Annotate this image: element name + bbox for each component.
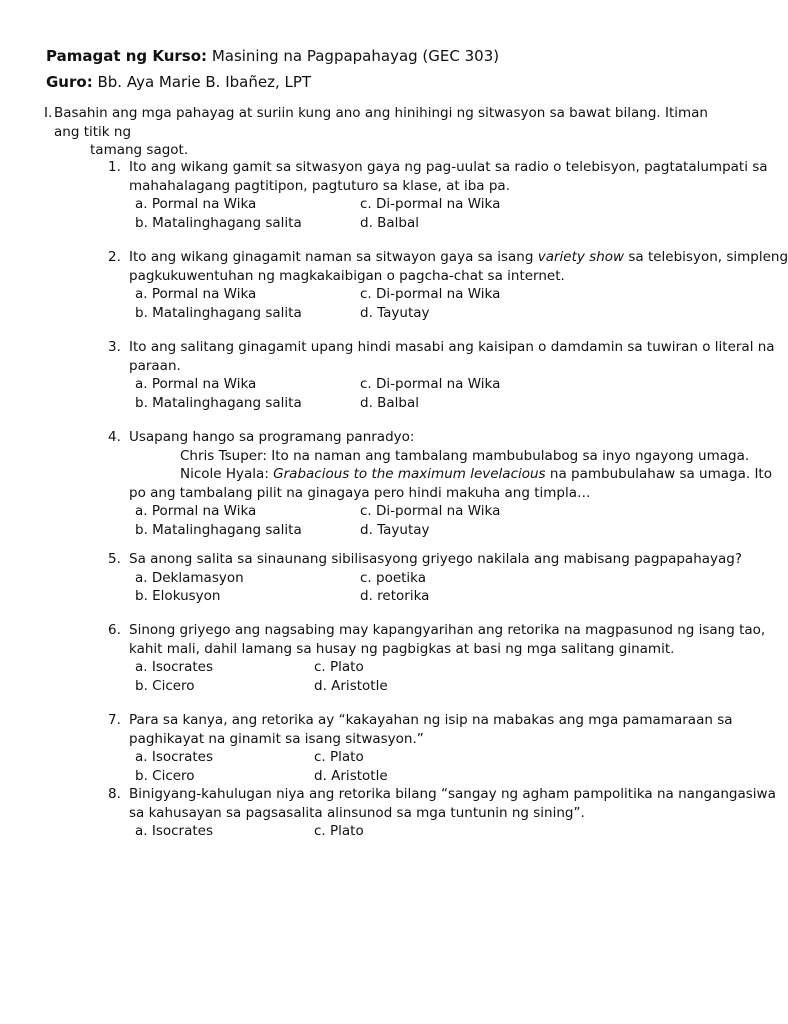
question-5	[108, 550, 743, 606]
question-text-line: Sa anong salita sa sinaunang sibilisasyong griyego nakilala ang mabisang pagpapahayag?	[129, 551, 743, 567]
question-text-line: paghikayat na ginamit sa isang sitwasyon.”	[129, 730, 424, 747]
option-b[interactable]: b. Cicero	[135, 767, 195, 784]
option-d[interactable]: d. Tayutay	[360, 304, 430, 321]
question-number: 2.	[108, 249, 121, 265]
option-d[interactable]: d. retorika	[360, 588, 430, 604]
option-c[interactable]: c. Plato	[314, 749, 364, 765]
option-a[interactable]: a. Pormal na Wika	[135, 196, 257, 212]
italic-term: Grabacious to the maximum levelacious	[273, 466, 546, 482]
option-a[interactable]: a. Isocrates	[135, 659, 214, 675]
option-d[interactable]: d. Balbal	[360, 394, 420, 411]
option-a[interactable]: a. Pormal na Wika	[135, 503, 257, 519]
question-number: 6.	[108, 622, 121, 638]
course-label: Pamagat ng Kurso:	[46, 47, 208, 65]
option-c[interactable]: c. Di-pormal na Wika	[360, 286, 501, 302]
question-text-line	[108, 248, 788, 267]
question-8	[108, 785, 776, 859]
question-number: 3.	[108, 339, 121, 355]
question-6	[108, 621, 766, 695]
options	[108, 822, 738, 859]
teacher-line	[46, 73, 311, 91]
instructions	[44, 104, 734, 160]
question-number: 8.	[108, 786, 121, 802]
question-1	[108, 158, 768, 232]
question-2	[108, 248, 788, 322]
course-title-line	[46, 47, 499, 65]
option-c[interactable]: c. poetika	[360, 569, 427, 586]
question-text-line: mahahalagang pagtitipon, pagtuturo sa klase, at iba pa.	[129, 177, 510, 194]
options	[108, 502, 738, 539]
dialogue-line: Chris Tsuper: Ito na naman ang tambalang mambubulabog sa inyo ngayong umaga.	[180, 447, 750, 464]
option-c[interactable]: c. Plato	[314, 659, 364, 675]
question-number: 7.	[108, 712, 121, 728]
instructions-number: I.	[44, 105, 53, 121]
question-text-line: Usapang hango sa programang panradyo:	[129, 429, 415, 445]
option-a[interactable]: a. Deklamasyon	[135, 569, 244, 586]
options	[108, 569, 738, 606]
option-b[interactable]: b. Cicero	[135, 677, 195, 694]
option-b[interactable]: b. Elokusyon	[135, 588, 221, 604]
italic-term: variety show	[537, 249, 625, 265]
option-c[interactable]: c. Di-pormal na Wika	[360, 376, 501, 392]
options	[108, 658, 738, 695]
question-number: 4.	[108, 429, 121, 445]
instructions-line-1: Basahin ang mga pahayag at suriin kung ano ang hinihingi ng sitwasyon sa bawat bilang. Itiman ang titik ng	[54, 105, 708, 140]
option-c[interactable]: c. Plato	[314, 823, 364, 839]
option-a[interactable]: a. Pormal na Wika	[135, 286, 257, 302]
option-c[interactable]: c. Di-pormal na Wika	[360, 503, 501, 519]
instructions-line-2: tamang sagot.	[90, 142, 189, 158]
option-d[interactable]: d. Balbal	[360, 214, 420, 231]
option-d[interactable]: d. Aristotle	[314, 767, 388, 784]
dialogue-line: po ang tambalang pilit na ginagaya pero hindi makuha ang timpla…	[129, 484, 591, 501]
text-segment: na pambubulahaw sa umaga. Ito	[545, 466, 772, 482]
question-4	[108, 428, 772, 539]
dialogue-line	[108, 465, 772, 484]
question-text-line: paraan.	[129, 357, 181, 374]
options	[108, 375, 738, 412]
option-b[interactable]: b. Matalinghagang salita	[135, 521, 302, 538]
question-text-line: Ito ang salitang ginagamit upang hindi masabi ang kaisipan o damdamin sa tuwiran o literal na	[129, 339, 775, 355]
option-a[interactable]: a. Isocrates	[135, 749, 214, 765]
option-d[interactable]: d. Tayutay	[360, 521, 430, 538]
question-7	[108, 711, 738, 785]
option-c[interactable]: c. Di-pormal na Wika	[360, 196, 501, 212]
options	[108, 195, 738, 232]
question-text-line: sa kahusayan sa pagsasalita alinsunod sa mga tuntunin ng sining”.	[129, 804, 585, 821]
question-text-line: Binigyang-kahulugan niya ang retorika bilang “sangay ng agham pampolitika na nangangasiwa	[129, 786, 776, 802]
question-number: 5.	[108, 551, 121, 567]
option-d[interactable]: d. Aristotle	[314, 677, 388, 694]
course-value: Masining na Pagpapahayag (GEC 303)	[211, 47, 500, 65]
options	[108, 285, 738, 322]
option-a[interactable]: a. Isocrates	[135, 823, 214, 839]
option-b[interactable]: b. Matalinghagang salita	[135, 304, 302, 321]
teacher-label: Guro:	[46, 73, 93, 91]
question-text-line: kahit mali, dahil lamang sa husay ng pagbigkas at basi ng mga salitang ginamit.	[129, 640, 675, 657]
option-b[interactable]: b. Matalinghagang salita	[135, 214, 302, 231]
question-text-line: pagkukuwentuhan ng magkakaibigan o pagcha-chat sa internet.	[129, 267, 565, 284]
question-text-line: Para sa kanya, ang retorika ay “kakayahan ng isip na mabakas ang mga pamamaraan sa	[129, 712, 733, 728]
question-text-line: Sinong griyego ang nagsabing may kapangyarihan ang retorika na magpasunod ng isang tao,	[129, 622, 766, 638]
option-b[interactable]: b. Matalinghagang salita	[135, 394, 302, 411]
question-3	[108, 338, 775, 412]
question-text-line: Ito ang wikang gamit sa sitwasyon gaya ng pag-uulat sa radio o telebisyon, pagtatalumpati sa	[129, 159, 768, 175]
teacher-value: Bb. Aya Marie B. Ibañez, LPT	[97, 73, 312, 91]
text-segment: sa telebisyon, simpleng	[624, 249, 788, 265]
option-a[interactable]: a. Pormal na Wika	[135, 376, 257, 392]
question-number: 1.	[108, 159, 121, 175]
options	[108, 748, 738, 785]
text-segment: Ito ang wikang ginagamit naman sa sitwayon gaya sa isang	[129, 249, 538, 265]
text-segment: Nicole Hyala:	[180, 466, 274, 482]
